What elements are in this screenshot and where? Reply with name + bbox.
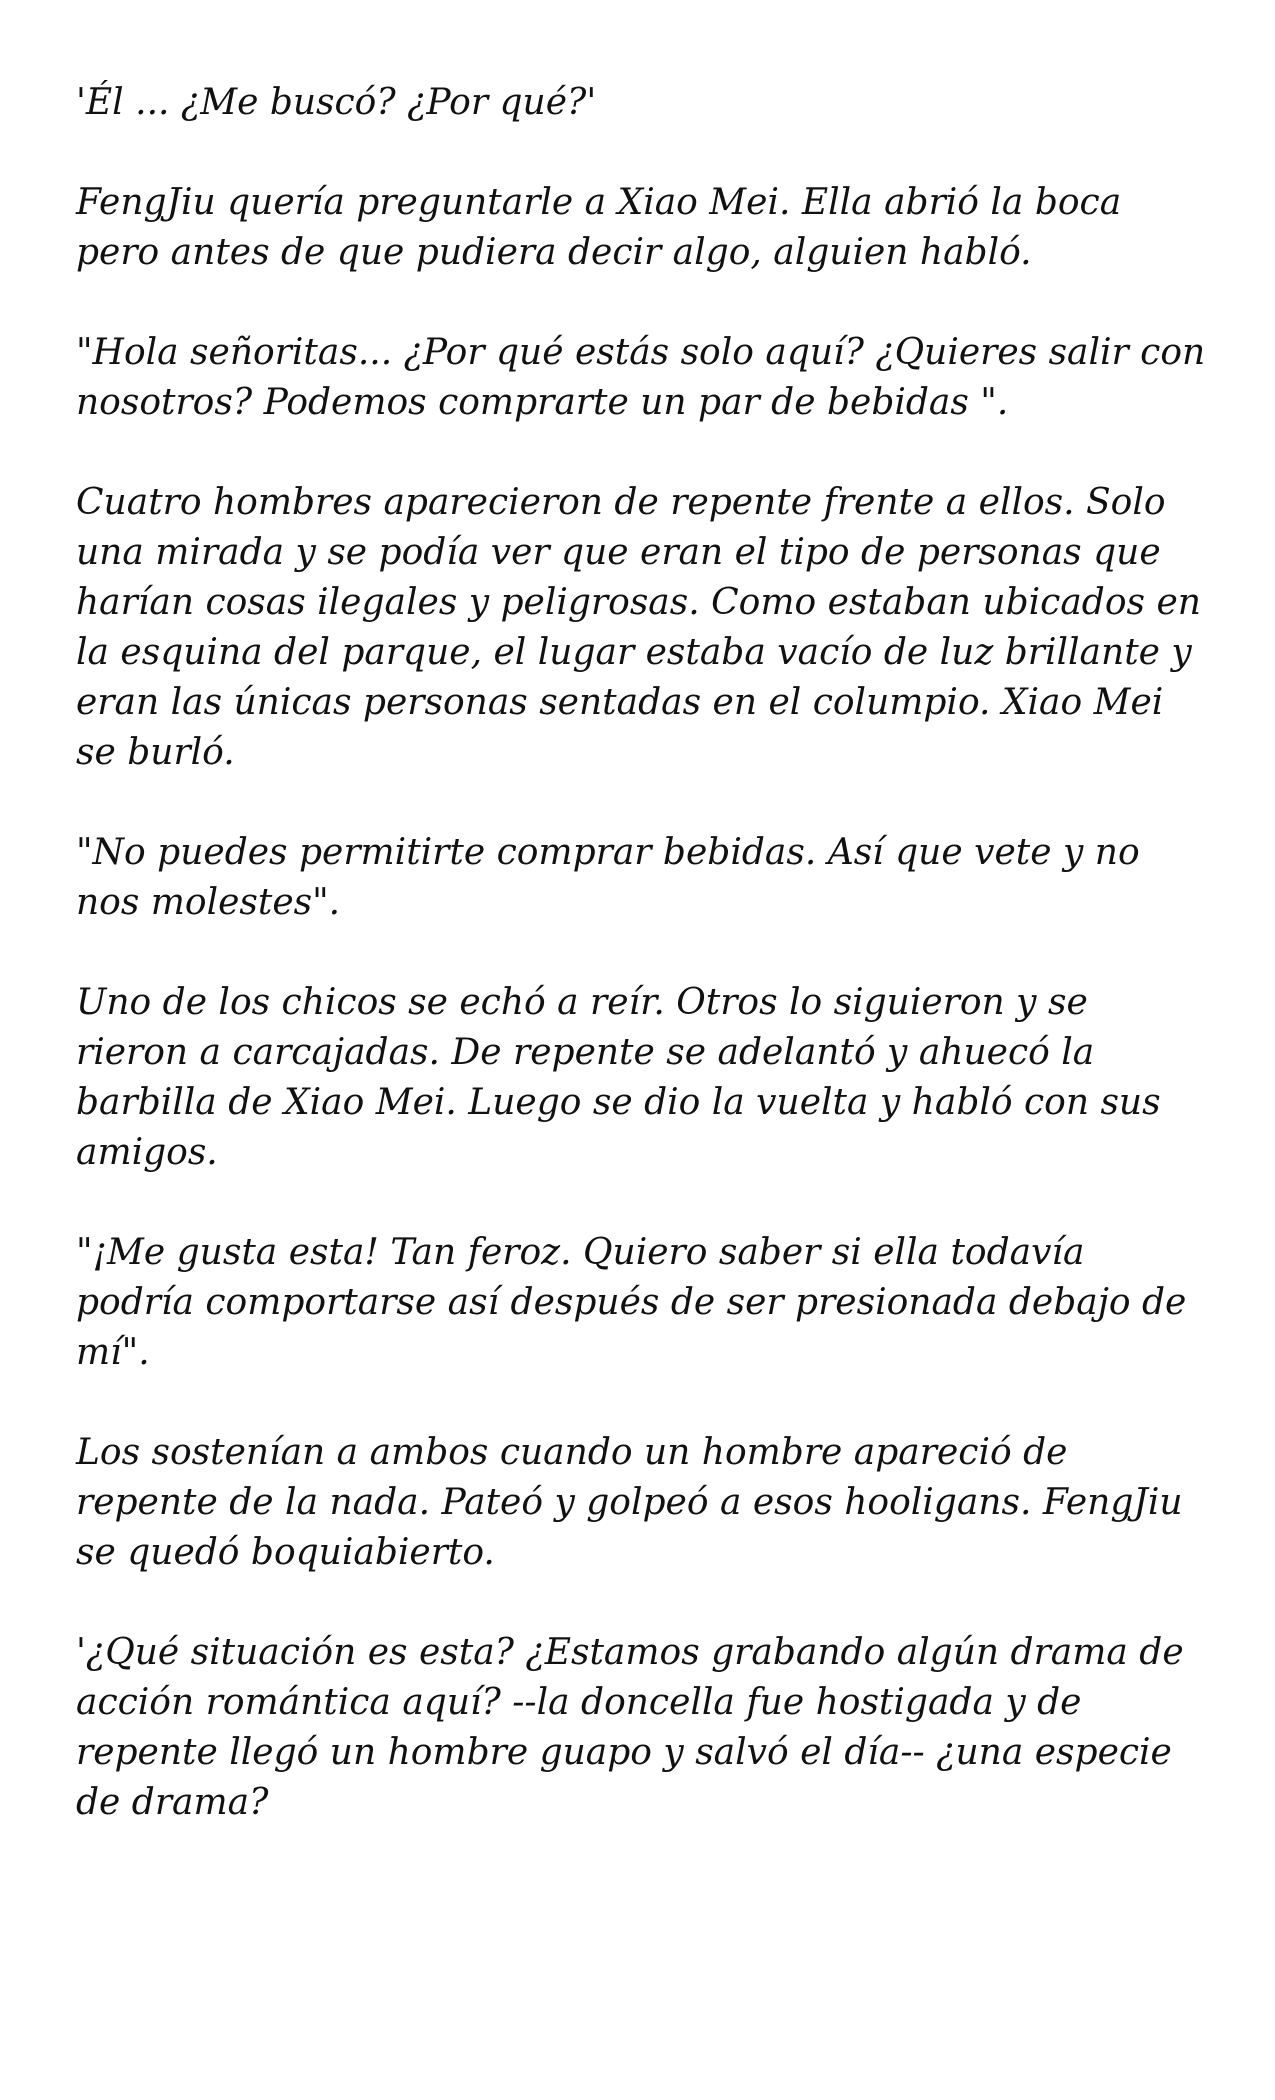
paragraph-9: '¿Qué situación es esta? ¿Estamos grabando algún drama de acción romántica aquí? --la doncella fue hostigada y de repente llegó un hombre guapo y salvó el día-- ¿una especie de drama? (76, 1632, 1184, 1823)
paragraph-8: Los sostenían a ambos cuando un hombre apareció de repente de la nada. Pateó y golpeó a esos hooligans. FengJiu se quedó boquiabierto. (76, 1432, 1183, 1573)
paragraph-2: FengJiu quería preguntarle a Xiao Mei. Ella abrió la boca pero antes de que pudiera decir algo, alguien habló. (76, 182, 1122, 273)
paragraph-3: "Hola señoritas... ¿Por qué estás solo aquí? ¿Quieres salir con nosotros? Podemos comprarte un par de bebidas ". (76, 332, 1206, 423)
paragraph-5: "No puedes permitirte comprar bebidas. Así que vete y no nos molestes". (76, 832, 1140, 923)
paragraph-7: "¡Me gusta esta! Tan feroz. Quiero saber si ella todavía podría comportarse así después de ser presionada debajo de mí". (76, 1232, 1187, 1373)
document-page (76, 78, 1206, 1828)
paragraph-4: Cuatro hombres aparecieron de repente frente a ellos. Solo una mirada y se podía ver que eran el tipo de personas que harían cosas ilegales y peligrosas. Como estaban ubicados en la esquina del parque, el lugar estaba vacío de luz brillante y eran las únicas personas sentadas en el columpio. Xiao Mei se burló. (76, 482, 1201, 773)
paragraph-1: 'Él ... ¿Me buscó? ¿Por qué?' (76, 82, 597, 123)
paragraph-6: Uno de los chicos se echó a reír. Otros lo siguieron y se rieron a carcajadas. De repente se adelantó y ahuecó la barbilla de Xiao Mei. Luego se dio la vuelta y habló con sus amigos. (76, 982, 1161, 1173)
